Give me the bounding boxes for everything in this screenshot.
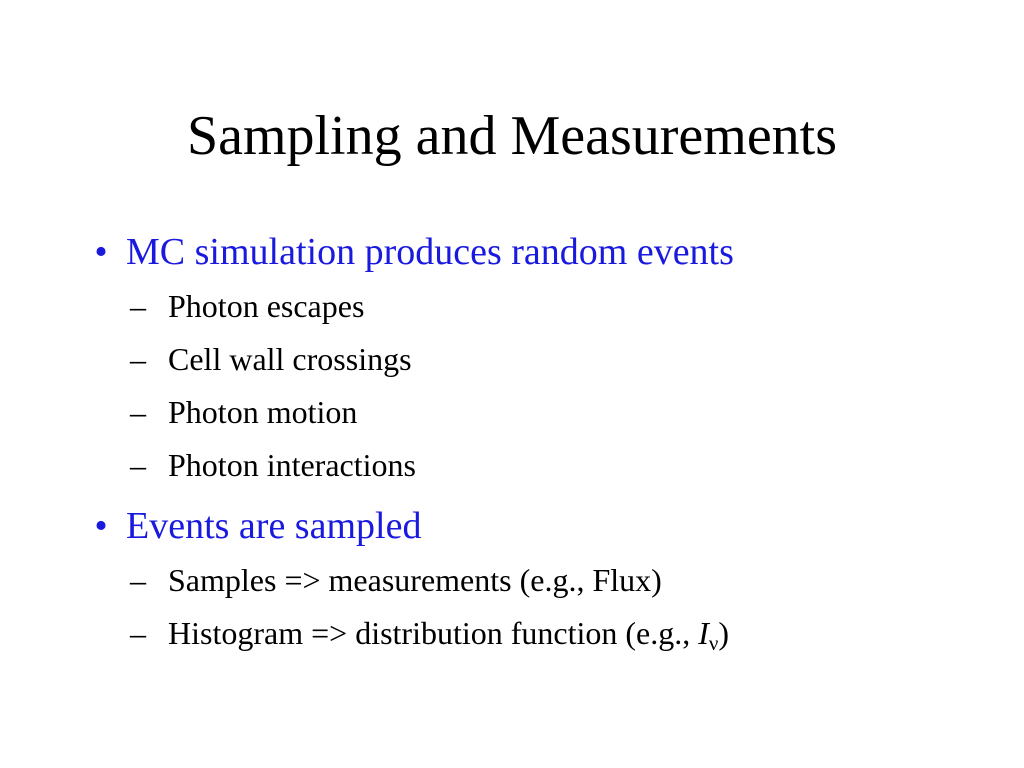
intensity-symbol: I <box>698 615 709 651</box>
frequency-subscript: ν <box>708 631 719 655</box>
bullet-line <box>94 498 984 554</box>
bullet-marker: • <box>94 505 108 547</box>
sub-bullet-item <box>130 554 984 607</box>
sub-bullet-text: Photon escapes <box>168 288 365 324</box>
bullet-item <box>84 498 984 670</box>
sub-bullet-text: Cell wall crossings <box>168 341 412 377</box>
bullet-list <box>84 224 984 676</box>
sub-bullet-marker: – <box>130 562 146 598</box>
sub-bullet-item <box>130 386 984 439</box>
sub-bullet-text: Samples => measurements (e.g., Flux) <box>168 562 662 598</box>
bullet-text: Events are sampled <box>126 505 422 547</box>
bullet-text: MC simulation produces random events <box>126 231 734 273</box>
bullet-item <box>84 224 984 492</box>
sub-bullet-text: Photon motion <box>168 394 358 430</box>
bullet-marker: • <box>94 231 108 273</box>
sub-bullet-marker: – <box>130 394 146 430</box>
sub-bullet-marker: – <box>130 341 146 377</box>
sub-bullet-list <box>126 554 984 670</box>
sub-bullet-item <box>130 439 984 492</box>
sub-bullet-marker: – <box>130 288 146 324</box>
slide-title: Sampling and Measurements <box>186 105 838 167</box>
sub-bullet-item <box>130 607 984 670</box>
sub-bullet-item <box>130 333 984 386</box>
sub-bullet-marker: – <box>130 447 146 483</box>
sub-bullet-text: Photon interactions <box>168 447 416 483</box>
sub-bullet-text-prefix: Histogram => distribution function (e.g., <box>168 615 699 651</box>
sub-bullet-list <box>126 280 984 492</box>
sub-bullet-text-suffix: ) <box>718 615 730 651</box>
bullet-line <box>94 224 984 280</box>
sub-bullet-item <box>130 280 984 333</box>
sub-bullet-marker: – <box>130 615 146 651</box>
